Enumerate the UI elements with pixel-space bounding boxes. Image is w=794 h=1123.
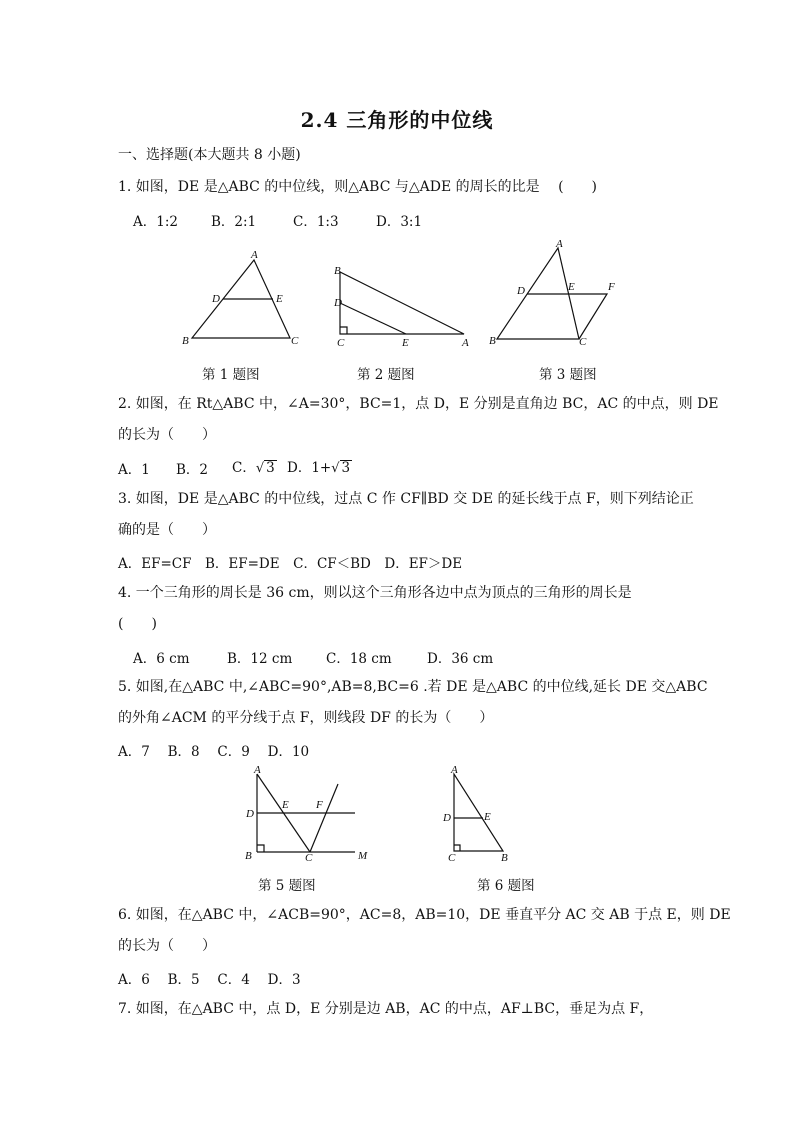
- fig1-label-d: D: [212, 293, 220, 305]
- question-2-line-2: 的长为（ ）: [118, 427, 216, 443]
- q4-option-d: D．36 cm: [427, 651, 494, 667]
- fig5-label-e: E: [282, 799, 289, 811]
- question-2-line-1: 2. 如图，在 Rt△ABC 中，∠A=30°，BC=1，点 D，E 分别是直角边 BC，AC 的中点，则 DE: [118, 396, 719, 412]
- fig5-label-b: B: [245, 850, 252, 862]
- fig2-label-d: D: [334, 297, 342, 309]
- q4-option-c: C．18 cm: [326, 651, 392, 667]
- question-4-line-1: 4. 一个三角形的周长是 36 cm，则以这个三角形各边中点为顶点的三角形的周长是: [118, 585, 632, 601]
- q2-option-c-radicand: 3: [266, 460, 275, 476]
- figure-5: [238, 762, 378, 866]
- fig5-label-f: F: [316, 799, 323, 811]
- fig3-label-a: A: [556, 238, 563, 250]
- fig1-label-e: E: [276, 293, 283, 305]
- question-1-stem: 1. 如图，DE 是△ABC 的中位线，则△ABC 与△ADE 的周长的比是 ( ): [118, 179, 598, 195]
- q1-option-c: C．1:3: [293, 214, 339, 230]
- fig5-label-c: C: [305, 852, 313, 864]
- fig3-label-d: D: [517, 285, 525, 297]
- question-5-line-1: 5. 如图,在△ABC 中,∠ABC=90°,AB=8,BC=6 .若 DE 是△ABC 的中位线,延长 DE 交△ABC: [118, 679, 708, 695]
- q2-option-c-prefix: C．: [232, 460, 256, 476]
- question-5-line-2: 的外角∠ACM 的平分线于点 F，则线段 DF 的长为（ ）: [118, 710, 494, 726]
- fig6-caption: 第 6 题图: [477, 878, 535, 894]
- question-3-line-2: 确的是（ ）: [118, 522, 216, 538]
- fig5-label-d: D: [246, 808, 254, 820]
- question-4-line-2: ( ): [118, 616, 157, 632]
- figure-2: [326, 258, 476, 350]
- question-7-line-1: 7. 如图，在△ABC 中，点 D，E 分别是边 AB，AC 的中点，AF⊥BC，垂足为点 F，: [118, 1001, 654, 1017]
- fig6-label-d: D: [443, 812, 451, 824]
- q6-options: A．6 B．5 C．4 D．3: [118, 972, 301, 988]
- fig6-label-c: C: [448, 852, 456, 864]
- fig1-label-a: A: [251, 249, 258, 261]
- fig3-label-e: E: [568, 281, 575, 293]
- q2-option-d-prefix: D．1+: [287, 460, 332, 476]
- q4-option-a: A．6 cm: [133, 651, 190, 667]
- q2-option-b: B．2: [176, 462, 209, 478]
- fig3-caption: 第 3 题图: [539, 367, 597, 383]
- fig1-label-b: B: [182, 335, 189, 347]
- fig2-label-c: C: [337, 337, 345, 349]
- q2-option-c: C．√ 3: [232, 460, 275, 476]
- fig5-label-a: A: [254, 764, 261, 776]
- q4-option-b: B．12 cm: [227, 651, 293, 667]
- q1-option-b: B．2:1: [211, 214, 257, 230]
- q2-option-d-radicand: 3: [341, 460, 351, 476]
- q3-options: A．EF=CF B．EF=DE C．CF＜BD D．EF＞DE: [118, 556, 463, 572]
- fig2-label-e: E: [402, 337, 409, 349]
- figure-3: [484, 238, 620, 350]
- fig1-label-c: C: [291, 335, 299, 347]
- fig2-label-b: B: [334, 265, 341, 277]
- fig3-label-f: F: [608, 281, 615, 293]
- fig2-caption: 第 2 题图: [357, 367, 415, 383]
- q1-option-a: A．1:2: [133, 214, 178, 230]
- fig3-label-b: B: [489, 335, 496, 347]
- section-heading: 一、选择题(本大题共 8 小题): [118, 147, 301, 163]
- fig2-label-a: A: [462, 337, 469, 349]
- q5-options: A．7 B．8 C．9 D．10: [118, 744, 310, 760]
- fig5-caption: 第 5 题图: [258, 878, 316, 894]
- question-6-line-1: 6. 如图，在△ABC 中，∠ACB=90°，AC=8，AB=10，DE 垂直平分 AC 交 AB 于点 E，则 DE: [118, 907, 731, 923]
- fig3-label-c: C: [579, 336, 587, 348]
- figure-1: [178, 245, 304, 350]
- question-6-line-2: 的长为（ ）: [118, 938, 216, 954]
- page-title: 2.4 三角形的中位线: [300, 108, 494, 132]
- q2-option-d: D．1+√ 3: [287, 460, 351, 476]
- q2-option-a: A．1: [118, 462, 150, 478]
- fig6-label-b: B: [501, 852, 508, 864]
- fig6-label-e: E: [484, 811, 491, 823]
- q1-option-d: D．3:1: [376, 214, 423, 230]
- fig1-caption: 第 1 题图: [202, 367, 260, 383]
- figure-6: [440, 762, 514, 866]
- fig6-label-a: A: [451, 764, 458, 776]
- question-3-line-1: 3. 如图，DE 是△ABC 的中位线，过点 C 作 CF∥BD 交 DE 的延长线于点 F，则下列结论正: [118, 491, 694, 507]
- fig5-label-m: M: [358, 850, 368, 862]
